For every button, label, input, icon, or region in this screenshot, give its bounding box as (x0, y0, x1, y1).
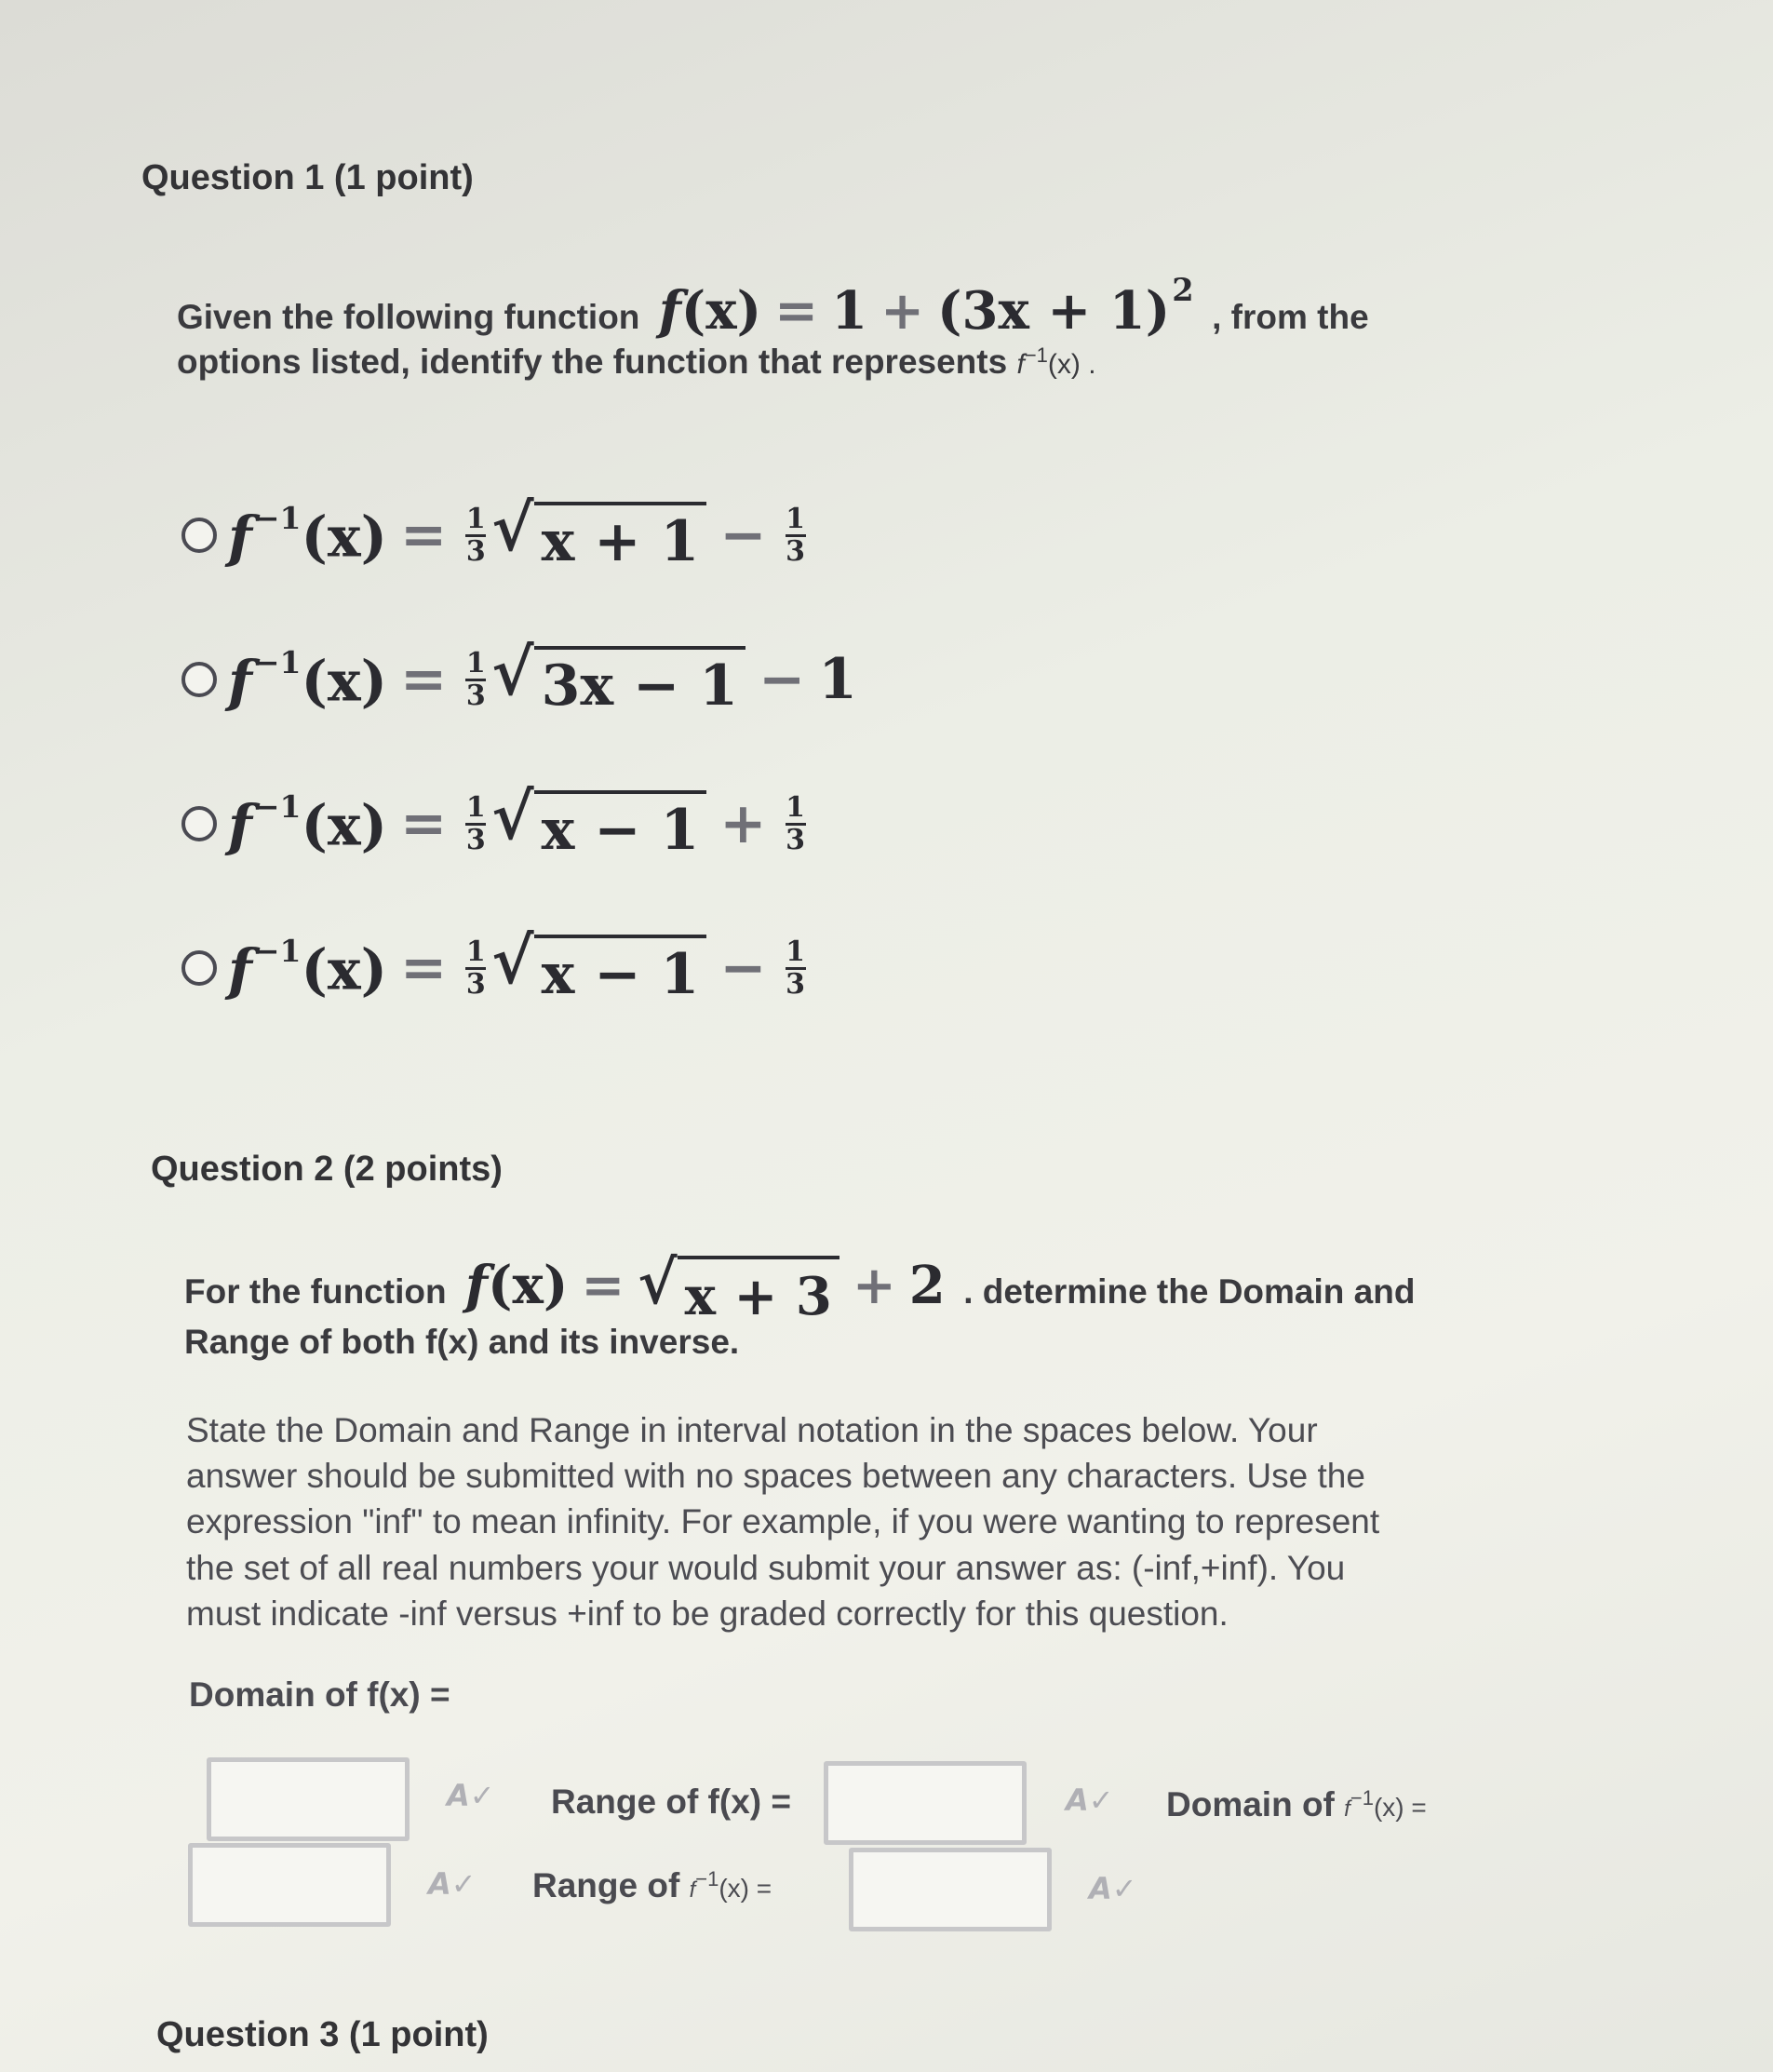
prompt-text-post: , from the (1212, 298, 1369, 337)
q2-function-definition: f(x) = √ x + 3 + 2 (465, 1255, 963, 1316)
plus-sign: + (880, 280, 924, 343)
tail-fraction: $\frac{1}{3}$ (786, 503, 805, 568)
coefficient-fraction: $\frac{1}{3}$ (465, 503, 486, 568)
option-lhs: $f^{-1}(x)$ (228, 500, 387, 571)
func-arg: (x) (680, 280, 762, 343)
question-2-prompt-line2: Range of both f(x) and its inverse. (184, 1323, 740, 1361)
radio-button[interactable] (181, 806, 217, 841)
prompt-line2-text: options listed, identify the function that represents (177, 343, 1008, 381)
func-exponent: 2 (1172, 271, 1194, 308)
range-f-input[interactable] (824, 1761, 1027, 1845)
domain-inverse-input[interactable] (849, 1848, 1052, 1931)
spellcheck-icon[interactable]: A✓ (1089, 1871, 1137, 1906)
domain-f-input[interactable] (207, 1757, 410, 1841)
option-lhs: $f^{-1}(x)$ (228, 788, 387, 859)
coefficient-fraction: $\frac{1}{3}$ (465, 791, 486, 856)
answer-option-4[interactable] (181, 923, 812, 1010)
range-inverse-label: Range of $f^{-1}(x)$ = (532, 1866, 772, 1904)
equals-sign: = (774, 280, 819, 343)
instruction-line: the set of all real numbers your would submit your answer as: (-inf,+inf). You (186, 1548, 1346, 1587)
question-2-instructions (186, 1407, 1379, 1636)
range-inverse-input[interactable] (188, 1843, 391, 1927)
func-symbol: f (658, 280, 681, 343)
operator: − (719, 503, 767, 568)
radio-button[interactable] (181, 950, 217, 986)
equals-sign: = (400, 503, 448, 568)
option-lhs: $f^{-1}(x)$ (228, 644, 387, 715)
instruction-line: must indicate -inf versus +inf to be graded correctly for this question. (186, 1594, 1229, 1633)
tail-fraction: $\frac{1}{3}$ (786, 935, 805, 1001)
operator: + (719, 791, 767, 856)
operator: − (758, 647, 806, 712)
question-1-prompt-line2 (177, 340, 1096, 384)
q2-radical: √ x + 3 (638, 1254, 839, 1331)
spellcheck-icon[interactable]: A✓ (1066, 1783, 1114, 1818)
radio-button[interactable] (181, 662, 217, 697)
radio-button[interactable] (181, 518, 217, 553)
radical: √ 3x − 1 (491, 640, 745, 719)
range-f-label: Range of f(x) = (551, 1783, 791, 1821)
q2-prompt-post: . determine the Domain and (963, 1272, 1416, 1311)
equals-sign: = (400, 647, 448, 712)
func-paren-expr: (3x + 1) (936, 280, 1171, 343)
prompt-text-pre: Given the following function (177, 298, 640, 337)
option-lhs: $f^{-1}(x)$ (228, 933, 387, 1003)
instruction-line: answer should be submitted with no spaces between any characters. Use the (186, 1457, 1365, 1496)
radical: √ x − 1 (491, 929, 706, 1007)
equals-sign: = (400, 935, 448, 1001)
domain-f-label: Domain of f(x) = (189, 1675, 450, 1714)
question-3-header: Question 3 (1 point) (156, 2015, 489, 2054)
domain-inverse-label: Domain of $f^{-1}(x)$ = (1166, 1785, 1427, 1823)
answer-option-1[interactable] (181, 493, 812, 577)
equals-sign: = (400, 791, 448, 856)
instruction-line: expression "inf" to mean infinity. For example, if you were wanting to represent (186, 1502, 1380, 1541)
operator: − (719, 935, 767, 1001)
radical: √ x − 1 (491, 785, 706, 863)
tail-number: 1 (818, 647, 857, 712)
question-1-header: Question 1 (1 point) (141, 158, 474, 197)
question-2-header: Question 2 (2 points) (151, 1150, 503, 1189)
answer-option-2[interactable] (181, 635, 857, 721)
answer-option-3[interactable] (181, 779, 812, 866)
spellcheck-icon[interactable]: A✓ (428, 1866, 477, 1902)
coefficient-fraction: $\frac{1}{3}$ (465, 935, 486, 1001)
spellcheck-icon[interactable]: A✓ (447, 1778, 495, 1813)
function-definition (658, 271, 1212, 343)
radical: √ x + 1 (491, 496, 706, 574)
question-1-prompt (177, 270, 1369, 345)
q2-prompt-pre: For the function (184, 1272, 447, 1311)
coefficient-fraction: $\frac{1}{3}$ (465, 647, 486, 712)
func-constant: 1 (831, 280, 868, 343)
instruction-line: State the Domain and Range in interval notation in the spaces below. Your (186, 1411, 1318, 1449)
inverse-notation: $f^{-1}(x)$ . (1016, 343, 1096, 380)
tail-fraction: $\frac{1}{3}$ (786, 791, 805, 856)
